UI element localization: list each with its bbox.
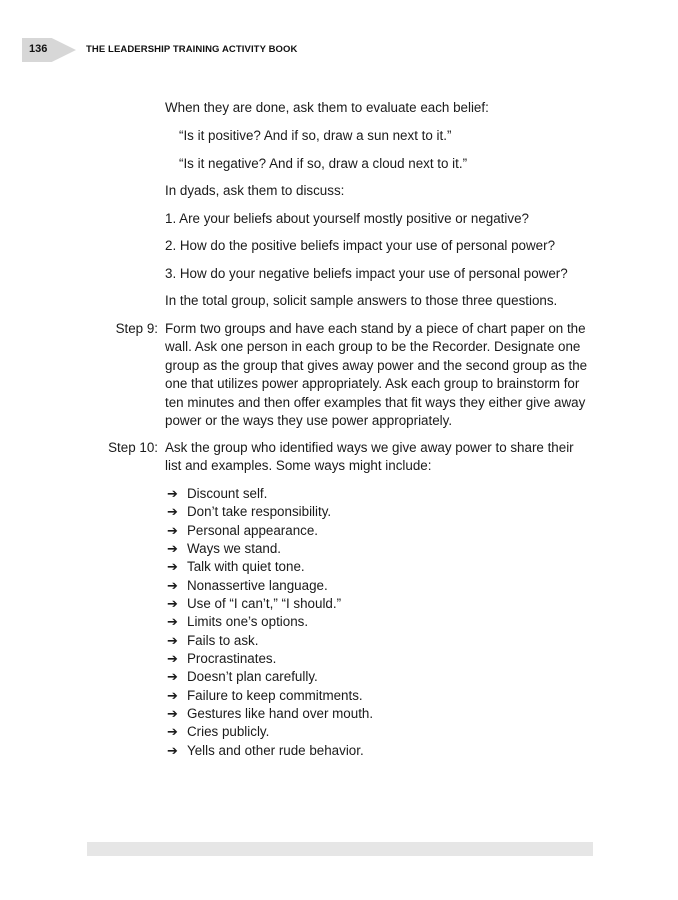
- arrow-icon: ➔: [167, 522, 178, 538]
- step-9-text: Form two groups and have each stand by a piece of chart paper on the wall. Ask one person in each group to be the Recorder. Designate one group as the group that gives away power and the second group as the one that utilizes power appropriately. Ask each group to brainstorm for ten minutes and then offer examples that fit ways they either give away power or the ways they use power appropriately.: [165, 321, 588, 429]
- list-item: ➔ Fails to ask.: [167, 632, 373, 650]
- list-item: ➔ Gestures like hand over mouth.: [167, 705, 373, 723]
- discussion-question-2: 2. How do the positive beliefs impact your use of personal power?: [165, 238, 556, 253]
- arrow-icon: ➔: [167, 687, 178, 703]
- footer-bar: [87, 842, 593, 856]
- arrow-icon: ➔: [167, 724, 178, 740]
- arrow-icon: ➔: [167, 596, 178, 612]
- list-item: ➔ Talk with quiet tone.: [167, 558, 373, 576]
- step-10-text: Ask the group who identified ways we give away power to share their list and examples. Some ways might include:: [165, 440, 574, 474]
- arrow-icon: ➔: [167, 541, 178, 557]
- arrow-icon: ➔: [167, 706, 178, 722]
- arrow-icon: ➔: [167, 486, 178, 501]
- list-item: ➔ Procrastinates.: [167, 650, 373, 668]
- arrow-icon: ➔: [167, 742, 178, 758]
- arrow-icon: ➔: [167, 577, 178, 593]
- list-item: ➔ Cries publicly.: [167, 723, 373, 741]
- give-away-power-list: [167, 485, 373, 760]
- total-group-instruction: In the total group, solicit sample answers to those three questions.: [165, 293, 558, 308]
- list-item: ➔ Limits one’s options.: [167, 613, 373, 631]
- negative-question: “Is it negative? And if so, draw a cloud next to it.”: [179, 156, 468, 171]
- running-header: [22, 38, 642, 62]
- step-9-label: Step 9:: [115, 321, 158, 336]
- list-item: ➔ Nonassertive language.: [167, 577, 373, 595]
- step-10-label: Step 10:: [108, 440, 158, 455]
- positive-question: “Is it positive? And if so, draw a sun next to it.”: [179, 128, 452, 143]
- list-item: ➔ Failure to keep commitments.: [167, 687, 373, 705]
- arrow-icon: ➔: [167, 632, 178, 648]
- evaluate-instruction: When they are done, ask them to evaluate each belief:: [165, 100, 489, 115]
- page-number: 136: [29, 43, 48, 55]
- list-item: ➔ Discount self.: [167, 485, 373, 503]
- list-item: ➔ Ways we stand.: [167, 540, 373, 558]
- list-item: ➔ Don’t take responsibility.: [167, 503, 373, 521]
- list-item: ➔ Use of “I can’t,” “I should.”: [167, 595, 373, 613]
- list-item: ➔ Yells and other rude behavior.: [167, 742, 373, 760]
- list-item: ➔ Personal appearance.: [167, 522, 373, 540]
- discussion-question-3: 3. How do your negative beliefs impact your use of personal power?: [165, 266, 568, 281]
- arrow-icon: ➔: [167, 669, 178, 685]
- arrow-icon: ➔: [167, 614, 178, 630]
- arrow-icon: ➔: [167, 559, 178, 575]
- book-title: THE LEADERSHIP TRAINING ACTIVITY BOOK: [86, 44, 298, 55]
- dyads-instruction: In dyads, ask them to discuss:: [165, 183, 345, 198]
- list-item: ➔ Doesn’t plan carefully.: [167, 668, 373, 686]
- arrow-icon: ➔: [167, 651, 178, 667]
- arrow-icon: ➔: [167, 504, 178, 520]
- discussion-question-1: 1. Are your beliefs about yourself mostly positive or negative?: [165, 211, 529, 226]
